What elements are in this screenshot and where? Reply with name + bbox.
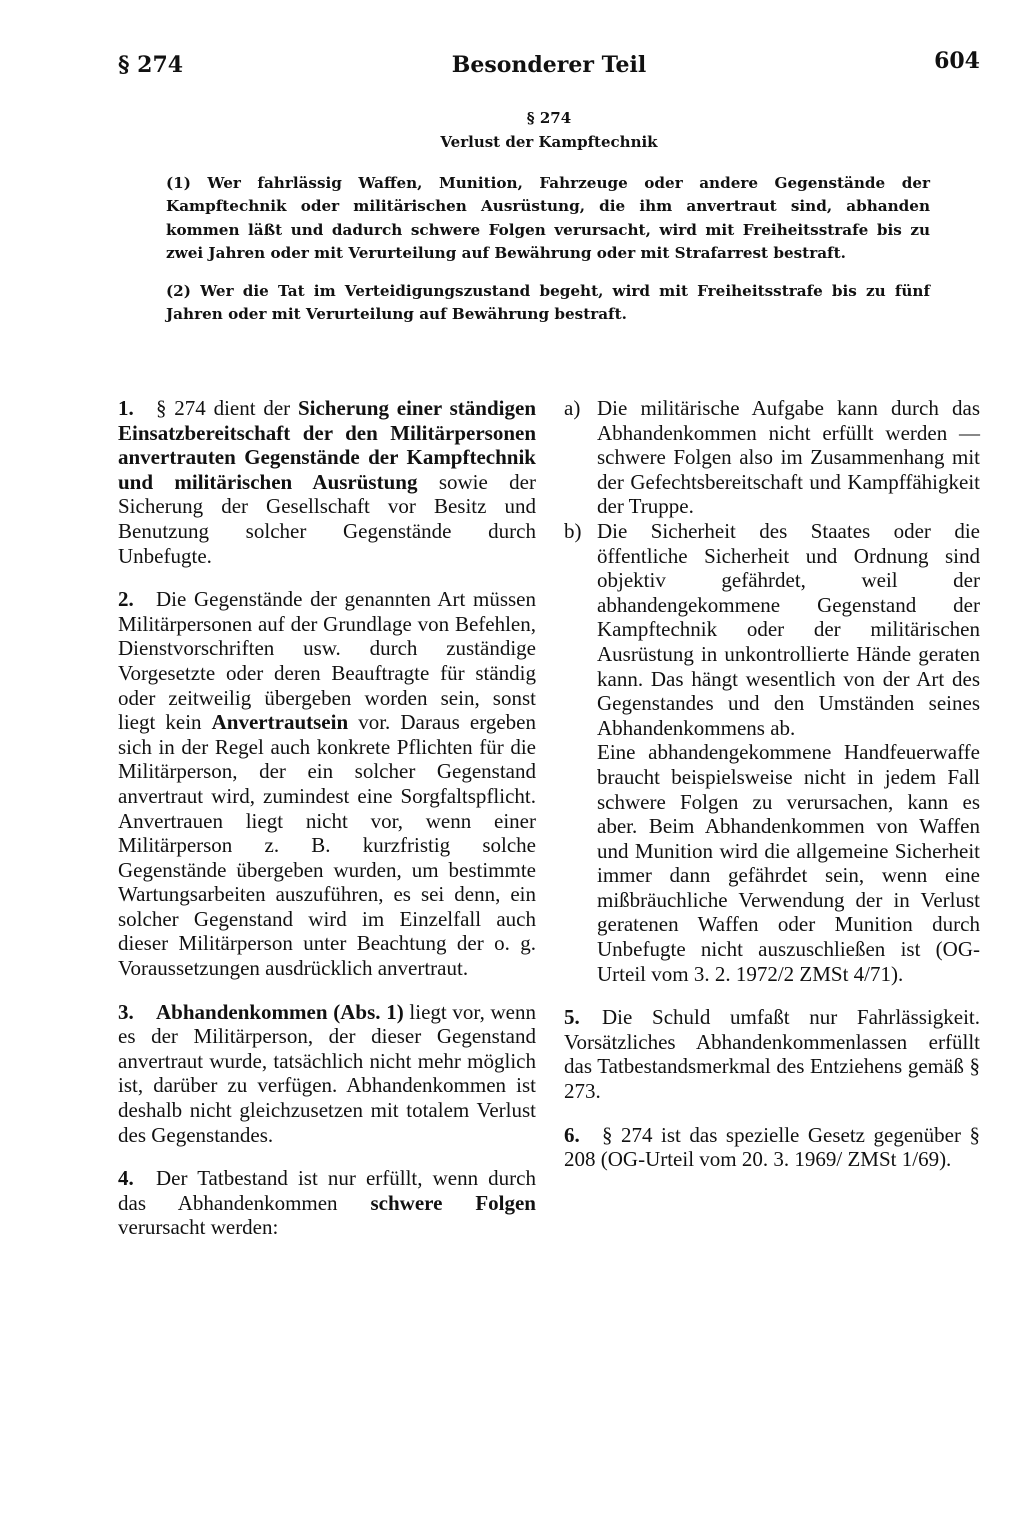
statute-paragraph-2: (2) Wer die Tat im Verteidigungszustand begeht, wird mit Freiheitsstrafe bis zu fünf Jahren oder mit Verurteilung auf Bewährung bestraft. <box>166 281 930 324</box>
header-title: Besonderer Teil <box>451 52 647 78</box>
note-number: 6. <box>564 1122 580 1147</box>
commentary-left-column <box>118 396 536 1259</box>
note-1 <box>118 396 536 568</box>
header-section: § 274 <box>118 52 184 78</box>
note-text: Die Gegenstände der genannten Art müssen Militärpersonen auf der Grundlage von Befehlen, Dienstvorschriften usw. durch zuständige Vorgesetzte oder deren Beauftragte für ständig oder zeitweilig übergeben worden sein, sonst liegt kein <box>118 587 536 735</box>
statute-paragraph-1: (1) Wer fahrlässig Waffen, Munition, Fahrzeuge oder andere Gegenstände der Kampftechnik oder militärischen Ausrüstung, die ihm anvertraut sind, abhanden kommen läßt und dadurch schwere Folgen verursacht, wird mit Freiheitsstrafe bis zu zwei Jahren oder mit Verurteilung auf Bewährung oder mit Strafarrest bestraft. <box>166 174 930 263</box>
note-text: sowie der Sicherung der Gesellschaft vor Besitz und Benutzung solcher Gegenstände durch Unbefugte. <box>118 469 536 568</box>
note-text: liegt vor, wenn es der Militärperson, der dieser Gegenstand anvertraut wurde, tatsächlich nicht mehr möglich ist, darüber zu verfügen. Abhandenkommen ist deshalb nicht gleichzusetzen mit totalem Verlust des Gegenstandes. <box>118 999 536 1147</box>
note-3 <box>118 1000 536 1148</box>
commentary-right-column <box>564 396 980 1191</box>
note-number: 4. <box>118 1166 134 1191</box>
note-text: § 274 ist das spezielle Gesetz gegenüber § 208 (OG-Urteil vom 20. 3. 1969/ ZMSt 1/69). <box>564 1122 980 1172</box>
note-emphasis: schwere Folgen <box>370 1190 536 1215</box>
page-header <box>118 48 980 92</box>
note-emphasis: Sicherung einer ständigen Einsatzbereitschaft der den Militärpersonen anvertrauten Gegenstände der Kampftechnik und militärischen Ausrüstung <box>118 396 536 494</box>
note-4a <box>564 396 980 519</box>
sub-label: b) <box>564 518 582 543</box>
sub-text: Die militärische Aufgabe kann durch das Abhandenkommen nicht erfüllt werden — schwere Folgen also im Zusammenhang mit der Gefechtsbereitschaft und Kampffähigkeit der Truppe. <box>597 396 980 519</box>
sub-text: Die Sicherheit des Staates oder die öffentliche Sicherheit und Ordnung sind objektiv gefährdet, weil der abhandengekommene Gegenstand der Kampftechnik oder der militärischen Ausrüstung in unkontrollierte Hände geraten kann. Das hängt wesentlich von der Art des Gegenstandes und den Umständen seines Abhandenkommens ab. <box>597 518 980 740</box>
note-5 <box>564 1005 980 1103</box>
note-emphasis: Abhandenkommen (Abs. 1) <box>156 999 404 1024</box>
note-number: 1. <box>118 396 134 420</box>
note-number: 5. <box>564 1005 580 1030</box>
note-6 <box>564 1123 980 1172</box>
note-4b <box>564 519 980 740</box>
sub-label: a) <box>564 396 581 420</box>
note-4 <box>118 1166 536 1240</box>
statute-text <box>166 172 930 340</box>
note-text: verursacht werden: <box>118 1215 279 1240</box>
statute-section: § 274 <box>526 109 572 127</box>
note-number: 3. <box>118 999 134 1024</box>
note-number: 2. <box>118 587 134 612</box>
note-2 <box>118 587 536 981</box>
note-text: Die Schuld umfaßt nur Fahrlässigkeit. Vorsätzliches Abhandenkommenlassen erfüllt das Tatbestandsmerkmal des Entziehens gemäß § 273. <box>564 1005 980 1104</box>
note-emphasis: Anvertrautsein <box>211 710 349 735</box>
note-text: vor. Daraus ergeben sich in der Regel auch konkrete Pflichten für die Militärperson, der ein solcher Gegenstand anvertraut wird, zumindest eine Sorgfaltspflicht. Anvertrauen liegt nicht vor, wenn einer Militärperson z. B. kurzfristig solche Gegenstände übergeben wurden, um bestimmte Wartungsarbeiten auszuführen, es sei denn, ein solcher Gegenstand wird im Einzelfall auch dieser Militärperson unter Beachtung der o. g. Voraussetzungen ausdrücklich anvertraut. <box>118 710 536 981</box>
note-text: § 274 dient der <box>156 396 298 420</box>
note-4b-continued: Eine abhandengekommene Handfeuerwaffe braucht beispielsweise nicht in jedem Fall schwere Folgen zu verursachen, kann es aber. Beim Abhandenkommen von Waffen und Munition wird die allgemeine Sicherheit immer dann gefährdet sein, wenn eine mißbräuchliche Verwendung der in Verlust geratenen Waffen oder Munition durch Unbefugte nicht auszuschließen ist (OG-Urteil vom 3. 2. 1972/2 ZMSt 4/71). <box>597 740 980 986</box>
statute-title: Verlust der Kampftechnik <box>440 133 658 151</box>
statute-heading <box>118 106 980 154</box>
note-text: Der Tatbestand ist nur erfüllt, wenn durch das Abhandenkommen <box>118 1166 536 1215</box>
page-number: 604 <box>934 48 980 74</box>
